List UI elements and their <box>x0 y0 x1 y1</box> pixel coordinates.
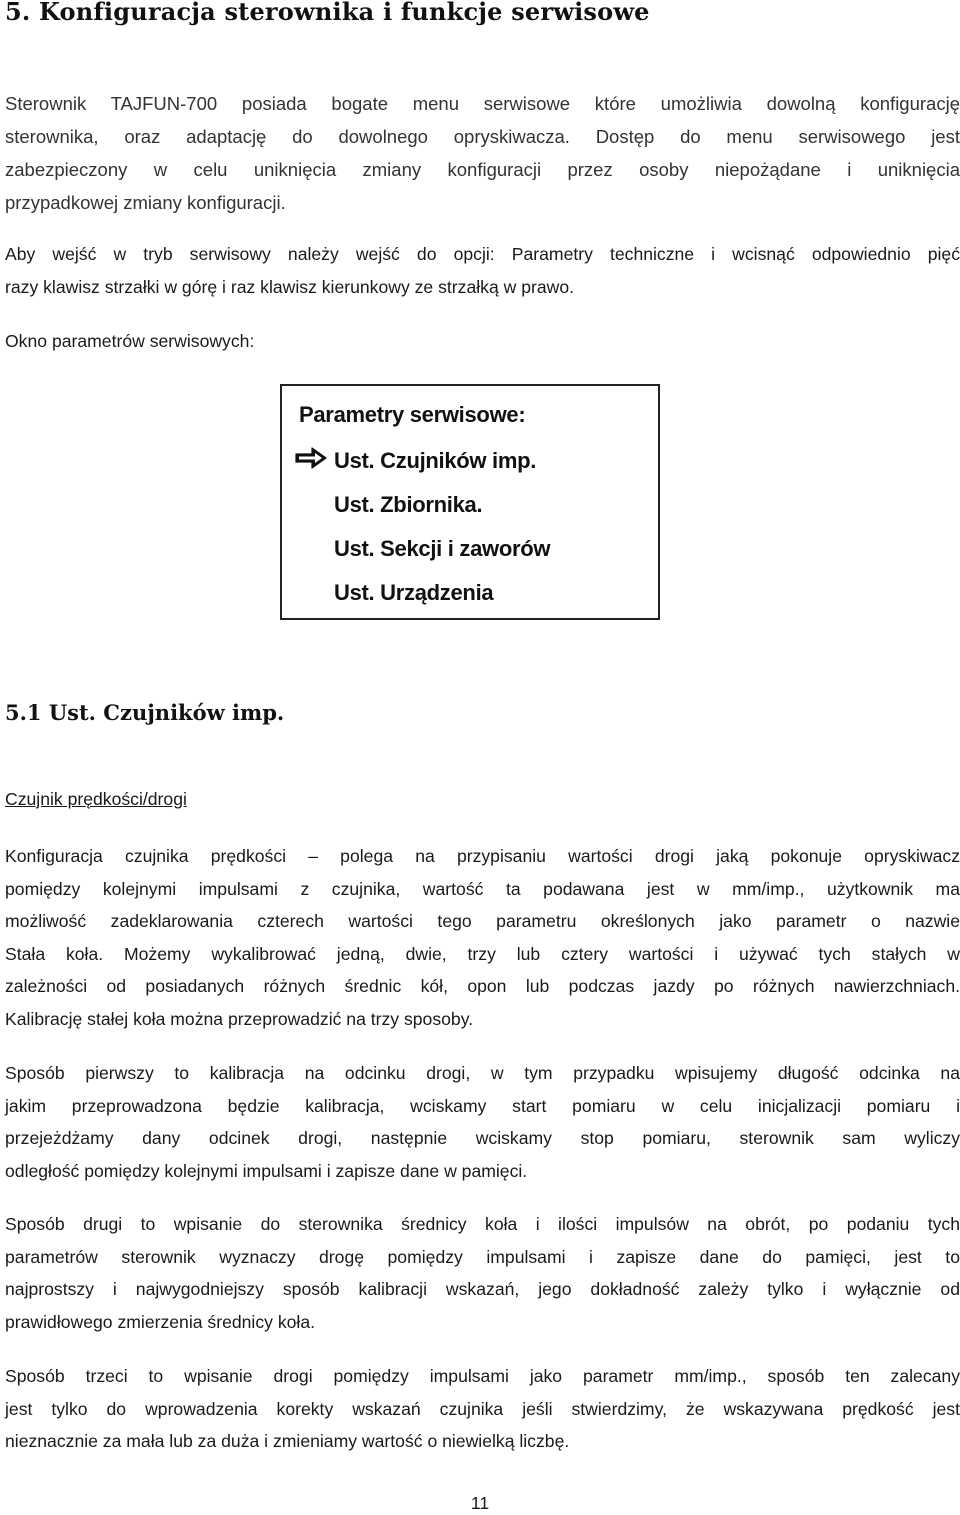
paragraph-3-line-4: prawidłowego zmierzenia średnicy koła. <box>5 1311 315 1332</box>
paragraph-3-line-3: najprostszy i najwygodniejszy sposób kalibracji wskazań, jego dokładność zależy tylko i wyłącznie od <box>5 1279 960 1299</box>
paragraph-method-three <box>5 1360 960 1458</box>
lcd-title: Parametry serwisowe: <box>299 402 526 427</box>
paragraph-1-line-2: pomiędzy kolejnymi impulsami z czujnika, wartość ta podawana jest w mm/imp., użytkownik ma <box>5 878 960 899</box>
service-entry-line-1: Aby wejść w tryb serwisowy należy wejść do opcji: Parametry techniczne i wcisnąć odpowiednio pięć <box>5 244 960 264</box>
paragraph-4-line-2: jest tylko do wprowadzenia korekty wskazań czujnika jeśli stwierdzimy, że wskazywana prędkość jest <box>5 1398 960 1419</box>
intro-paragraph <box>5 87 960 219</box>
service-entry-paragraph <box>5 238 960 303</box>
paragraph-1-line-6: Kalibrację stałej koła można przeprowadzić na trzy sposoby. <box>5 1008 474 1029</box>
paragraph-2-line-4: odległość pomiędzy kolejnymi impulsami i zapisze dane w pamięci. <box>5 1160 528 1181</box>
page-number: 11 <box>470 1493 490 1513</box>
service-entry-line-2: razy klawisz strzałki w górę i raz klawisz kierunkowy ze strzałką w prawo. <box>5 276 575 297</box>
intro-line-2: sterownika, oraz adaptację do dowolnego opryskiwacza. Dostęp do menu serwisowego jest <box>5 126 960 147</box>
paragraph-3-line-1: Sposób drugi to wpisanie do sterownika średnicy koła i ilości impulsów na obrót, po podaniu tych <box>5 1214 960 1234</box>
intro-line-4: przypadkowej zmiany konfiguracji. <box>5 192 286 213</box>
lcd-item-sections-valves[interactable]: Ust. Sekcji i zaworów <box>334 536 551 561</box>
paragraph-3-line-2: parametrów sterownik wyznaczy drogę pomiędzy impulsami i zapisze dane do pamięci, jest to <box>5 1246 960 1267</box>
lcd-item-tank[interactable]: Ust. Zbiornika. <box>334 492 483 517</box>
paragraph-4-line-1: Sposób trzeci to wpisanie drogi pomiędzy impulsami jako parametr mm/imp., sposób ten zalecany <box>5 1366 960 1386</box>
paragraph-speed-sensor <box>5 840 960 1035</box>
paragraph-1-line-3: możliwość zadeklarowania czterech wartości tego parametru określonych jako parametr o nazwie <box>5 911 960 931</box>
window-caption: Okno parametrów serwisowych: <box>5 331 255 351</box>
intro-line-1: Sterownik TAJFUN-700 posiada bogate menu serwisowe które umożliwia dowolną konfigurację <box>5 93 960 114</box>
paragraph-1-line-1: Konfiguracja czujnika prędkości – polega na przypisaniu wartości drogi jaką pokonuje opryskiwacz <box>5 846 960 866</box>
lcd-item-sensors[interactable]: Ust. Czujników imp. <box>334 448 537 473</box>
paragraph-2-line-1: Sposób pierwszy to kalibracja na odcinku drogi, w tym przypadku wpisujemy długość odcinka na <box>5 1063 960 1083</box>
paragraph-1-line-5: zależności od posiadanych różnych średnic kół, opon lub podczas jazdy po różnych nawierzchniach. <box>5 976 960 996</box>
selection-arrow-icon <box>295 447 327 469</box>
paragraph-1-line-4: Stała koła. Możemy wykalibrować jedną, dwie, trzy lub cztery wartości i używać tych stałych w <box>5 943 960 964</box>
section-heading: 5. Konfiguracja sterownika i funkcje serwisowe <box>5 0 650 26</box>
service-parameters-window <box>280 384 660 620</box>
paragraph-method-two <box>5 1208 960 1338</box>
topic-title: Czujnik prędkości/drogi <box>5 789 187 809</box>
paragraph-4-line-3: nieznacznie za mała lub za duża i zmieniamy wartość o niewielką liczbę. <box>5 1431 570 1451</box>
lcd-item-devices[interactable]: Ust. Urządzenia <box>334 580 494 605</box>
subsection-heading: 5.1 Ust. Czujników imp. <box>5 700 285 725</box>
intro-line-3: zabezpieczony w celu uniknięcia zmiany konfiguracji przez osoby niepożądane i uniknięcia <box>5 159 960 180</box>
paragraph-2-line-2: jakim przeprowadzona będzie kalibracja, wciskamy start pomiaru w celu inicjalizacji pomiaru i <box>5 1095 960 1116</box>
paragraph-method-one <box>5 1057 960 1187</box>
paragraph-2-line-3: przejeżdżamy dany odcinek drogi, następnie wciskamy stop pomiaru, sterownik sam wyliczy <box>5 1128 960 1148</box>
